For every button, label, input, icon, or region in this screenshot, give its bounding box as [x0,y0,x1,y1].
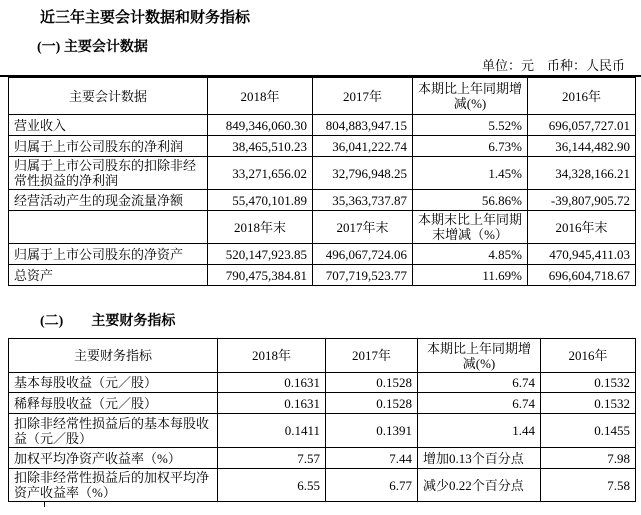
table-cell: 32,796,948.25 [313,157,413,190]
table-cell: 0.1455 [541,414,636,448]
table-cell: 1.44 [418,414,541,448]
header-cell: 2016年末 [528,211,636,244]
table-row [9,157,636,190]
table-cell: 790,475,384.81 [208,265,313,286]
table-cell: 扣除非经常性损益后的加权平均净资产收益率（%） [9,469,218,502]
table-row [9,190,636,211]
table-cell: 0.1532 [541,373,636,393]
table-cell: 0.1631 [218,393,326,414]
table-cell: 470,945,411.03 [528,244,636,265]
table-row [9,414,636,448]
table-cell: -39,807,905.72 [528,190,636,211]
table-header-row [9,78,636,115]
table-row [9,115,636,136]
header-cell: 2016年 [541,339,636,373]
table-header-row [9,339,636,373]
header-cell: 2016年 [528,78,636,115]
table-cell: 55,470,101.89 [208,190,313,211]
table-cell: 6.74 [418,393,541,414]
section-label: 主要财务指标 [91,314,176,329]
header-cell [9,211,208,244]
table-cell: 849,346,060.30 [208,115,313,136]
header-cell: 2017年末 [313,211,413,244]
table-cell: 33,271,656.02 [208,157,313,190]
table-cell: 营业收入 [9,115,208,136]
currency-unit-note: 单位：元 币种：人民币 [481,58,625,73]
table-cell: 归属于上市公司股东的净利润 [9,136,208,157]
table-cell: 总资产 [9,265,208,286]
table-row [9,393,636,414]
table-cell: 496,067,724.06 [313,244,413,265]
table-cell: 6.73% [413,136,528,157]
table-cell: 7.58 [541,469,636,502]
table-cell: 696,057,727.01 [528,115,636,136]
table-cell: 804,883,947.15 [313,115,413,136]
table-cell: 0.1528 [326,373,418,393]
header-cell: 2017年 [326,339,418,373]
table-cell: 加权平均净资产收益率（%） [9,448,218,469]
table-cell: 36,144,482.90 [528,136,636,157]
table-cell: 7.98 [541,448,636,469]
table-cell: 基本每股收益（元／股） [9,373,218,393]
table-cell: 56.86% [413,190,528,211]
section-number: (二) [40,314,64,329]
header-cell: 本期末比上年同期末增减（%） [413,211,528,244]
table-cell: 696,604,718.67 [528,265,636,286]
table-cell: 0.1532 [541,393,636,414]
page-title: 近三年主要会计数据和财务指标 [40,10,251,26]
table-cell: 6.74 [418,373,541,393]
table-cell: 减少0.22个百分点 [418,469,541,502]
table-cell: 增加0.13个百分点 [418,448,541,469]
table-cell: 0.1528 [326,393,418,414]
table-cell: 38,465,510.23 [208,136,313,157]
table-row [9,265,636,286]
accounting-data-table [8,77,636,286]
header-cell: 本期比上年同期增减(%) [418,339,541,373]
table-cell: 扣除非经常性损益后的基本每股收益（元／股） [9,414,218,448]
table-cell: 0.1631 [218,373,326,393]
table-cell: 34,328,166.21 [528,157,636,190]
table-row [9,448,636,469]
table-cell: 1.45% [413,157,528,190]
header-cell: 主要会计数据 [9,78,208,115]
table-cell: 归属于上市公司股东的扣除非经常性损益的净利润 [9,157,208,190]
header-cell: 本期比上年同期增减(%) [413,78,528,115]
table-cell: 36,041,222.74 [313,136,413,157]
table-header-row-yearend [9,211,636,244]
table-cell: 4.85% [413,244,528,265]
table-row [9,469,636,502]
table-cell: 35,363,737.87 [313,190,413,211]
header-cell: 2018年 [208,78,313,115]
table-cell: 经营活动产生的现金流量净额 [9,190,208,211]
section-heading-accounting-data: (一) 主要会计数据 [37,40,148,55]
table-cell: 6.77 [326,469,418,502]
header-cell: 2017年 [313,78,413,115]
table-cell: 11.69% [413,265,528,286]
header-cell: 2018年 [218,339,326,373]
table-cell: 7.44 [326,448,418,469]
table-cell: 6.55 [218,469,326,502]
header-cell: 2018年末 [208,211,313,244]
header-cell: 主要财务指标 [9,339,218,373]
cropped-next-table-border [44,502,45,507]
table-cell: 稀释每股收益（元／股） [9,393,218,414]
table-row [9,136,636,157]
table-cell: 0.1391 [326,414,418,448]
table-row [9,373,636,393]
table-cell: 520,147,923.85 [208,244,313,265]
financial-indicators-table [8,338,636,502]
table-cell: 707,719,523.77 [313,265,413,286]
section-heading-financial-indicators [40,312,641,331]
table-cell: 归属于上市公司股东的净资产 [9,244,208,265]
table-row [9,244,636,265]
table-cell: 5.52% [413,115,528,136]
table-cell: 0.1411 [218,414,326,448]
table-cell: 7.57 [218,448,326,469]
